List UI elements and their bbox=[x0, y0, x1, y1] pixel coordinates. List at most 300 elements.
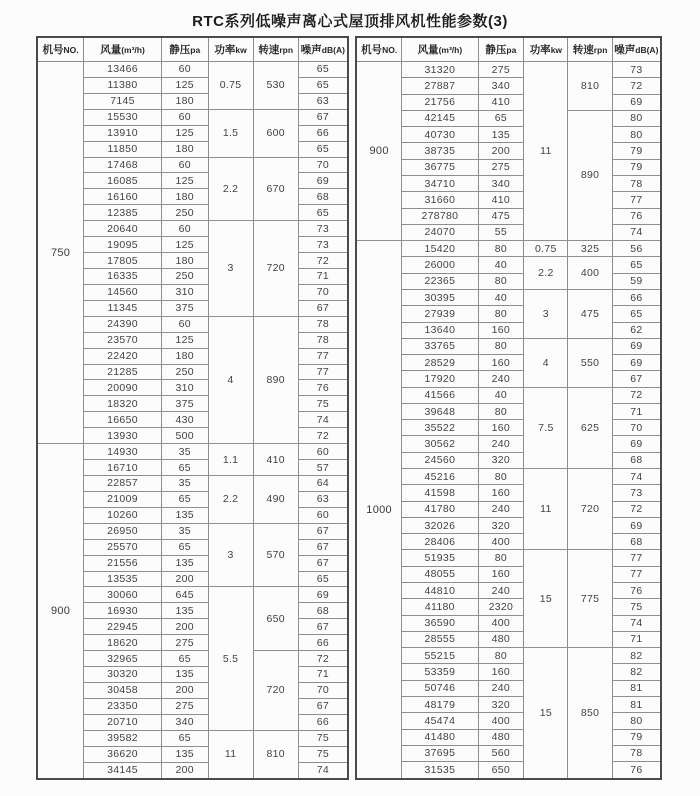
flow-cell: 37695 bbox=[402, 745, 478, 761]
static-pressure-cell: 180 bbox=[161, 253, 208, 269]
table-row bbox=[37, 412, 348, 428]
table-row bbox=[37, 667, 348, 683]
table-row bbox=[37, 93, 348, 109]
table-row bbox=[356, 631, 661, 647]
flow-cell: 18620 bbox=[84, 635, 162, 651]
speed-cell: 890 bbox=[253, 316, 298, 443]
static-pressure-cell: 80 bbox=[478, 273, 524, 289]
noise-cell: 70 bbox=[298, 157, 348, 173]
flow-cell: 30562 bbox=[402, 436, 478, 452]
flow-cell: 36620 bbox=[84, 746, 162, 762]
static-pressure-cell: 80 bbox=[478, 550, 524, 566]
static-pressure-cell: 400 bbox=[478, 615, 524, 631]
static-pressure-cell: 400 bbox=[478, 713, 524, 729]
static-pressure-cell: 135 bbox=[161, 746, 208, 762]
static-pressure-cell: 60 bbox=[161, 221, 208, 237]
noise-cell: 75 bbox=[298, 730, 348, 746]
static-pressure-cell: 180 bbox=[161, 141, 208, 157]
power-cell: 3 bbox=[208, 523, 253, 587]
flow-cell: 31320 bbox=[402, 62, 478, 78]
speed-cell: 810 bbox=[253, 730, 298, 779]
table-row bbox=[37, 300, 348, 316]
table-row bbox=[356, 110, 661, 126]
noise-cell: 73 bbox=[298, 221, 348, 237]
table-row bbox=[37, 507, 348, 523]
noise-cell: 80 bbox=[612, 110, 661, 126]
flow-cell: 20090 bbox=[84, 380, 162, 396]
static-pressure-cell: 250 bbox=[161, 268, 208, 284]
noise-cell: 73 bbox=[612, 62, 661, 78]
noise-cell: 78 bbox=[298, 332, 348, 348]
static-pressure-cell: 2320 bbox=[478, 599, 524, 615]
static-pressure-cell: 80 bbox=[478, 403, 524, 419]
flow-cell: 16930 bbox=[84, 603, 162, 619]
noise-cell: 63 bbox=[298, 93, 348, 109]
table-row bbox=[356, 762, 661, 779]
flow-cell: 42145 bbox=[402, 110, 478, 126]
noise-cell: 70 bbox=[298, 284, 348, 300]
static-pressure-cell: 160 bbox=[478, 355, 524, 371]
noise-cell: 82 bbox=[612, 648, 661, 664]
static-pressure-cell: 35 bbox=[161, 444, 208, 460]
noise-cell: 75 bbox=[298, 396, 348, 412]
noise-cell: 69 bbox=[612, 94, 661, 110]
noise-cell: 66 bbox=[298, 125, 348, 141]
speed-cell: 890 bbox=[568, 110, 612, 240]
static-pressure-cell: 375 bbox=[161, 396, 208, 412]
static-pressure-cell: 60 bbox=[161, 109, 208, 125]
flow-cell: 28529 bbox=[402, 355, 478, 371]
flow-cell: 14930 bbox=[84, 444, 162, 460]
static-pressure-cell: 560 bbox=[478, 745, 524, 761]
flow-cell: 30060 bbox=[84, 587, 162, 603]
static-pressure-cell: 65 bbox=[161, 460, 208, 476]
header-row bbox=[37, 37, 348, 62]
flow-cell: 17468 bbox=[84, 157, 162, 173]
table-row bbox=[356, 143, 661, 159]
table-row bbox=[356, 127, 661, 143]
static-pressure-cell: 250 bbox=[161, 364, 208, 380]
speed-cell: 720 bbox=[253, 651, 298, 731]
table-row bbox=[37, 555, 348, 571]
table-row bbox=[356, 485, 661, 501]
noise-cell: 80 bbox=[612, 713, 661, 729]
static-pressure-cell: 80 bbox=[478, 338, 524, 354]
noise-cell: 72 bbox=[298, 253, 348, 269]
flow-cell: 38735 bbox=[402, 143, 478, 159]
flow-cell: 45474 bbox=[402, 713, 478, 729]
flow-cell: 34145 bbox=[84, 762, 162, 779]
noise-cell: 80 bbox=[612, 127, 661, 143]
table-row bbox=[37, 237, 348, 253]
static-pressure-cell: 340 bbox=[478, 78, 524, 94]
static-pressure-cell: 35 bbox=[161, 475, 208, 491]
flow-cell: 22420 bbox=[84, 348, 162, 364]
flow-cell: 51935 bbox=[402, 550, 478, 566]
power-cell: 2.2 bbox=[524, 257, 568, 290]
flow-cell: 32026 bbox=[402, 517, 478, 533]
flow-cell: 13535 bbox=[84, 571, 162, 587]
table-row bbox=[37, 460, 348, 476]
column-header: 噪声dB(A) bbox=[612, 37, 661, 62]
speed-cell: 625 bbox=[568, 387, 612, 468]
static-pressure-cell: 400 bbox=[478, 534, 524, 550]
static-pressure-cell: 320 bbox=[478, 452, 524, 468]
noise-cell: 79 bbox=[612, 729, 661, 745]
power-cell: 15 bbox=[524, 648, 568, 779]
flow-cell: 18320 bbox=[84, 396, 162, 412]
static-pressure-cell: 180 bbox=[161, 348, 208, 364]
flow-cell: 30395 bbox=[402, 289, 478, 305]
column-header: 机号NO. bbox=[37, 37, 84, 62]
model-cell: 1000 bbox=[356, 241, 402, 779]
flow-cell: 11380 bbox=[84, 77, 162, 93]
flow-cell: 13910 bbox=[84, 125, 162, 141]
table-row bbox=[37, 396, 348, 412]
noise-cell: 66 bbox=[298, 635, 348, 651]
speed-cell: 325 bbox=[568, 241, 612, 257]
table-row bbox=[356, 517, 661, 533]
flow-cell: 17805 bbox=[84, 253, 162, 269]
flow-cell: 36775 bbox=[402, 159, 478, 175]
table-row bbox=[37, 125, 348, 141]
flow-cell: 41780 bbox=[402, 501, 478, 517]
static-pressure-cell: 320 bbox=[478, 517, 524, 533]
table-row bbox=[37, 380, 348, 396]
static-pressure-cell: 180 bbox=[161, 93, 208, 109]
flow-cell: 22365 bbox=[402, 273, 478, 289]
table-row bbox=[356, 566, 661, 582]
noise-cell: 72 bbox=[612, 78, 661, 94]
table-row bbox=[37, 77, 348, 93]
table-row bbox=[356, 322, 661, 338]
flow-cell: 19095 bbox=[84, 237, 162, 253]
noise-cell: 76 bbox=[612, 583, 661, 599]
static-pressure-cell: 65 bbox=[161, 491, 208, 507]
column-header: 静压pa bbox=[161, 37, 208, 62]
static-pressure-cell: 80 bbox=[478, 469, 524, 485]
static-pressure-cell: 35 bbox=[161, 523, 208, 539]
table-row bbox=[356, 713, 661, 729]
static-pressure-cell: 275 bbox=[161, 698, 208, 714]
noise-cell: 77 bbox=[612, 192, 661, 208]
noise-cell: 69 bbox=[298, 587, 348, 603]
power-cell: 4 bbox=[208, 316, 253, 443]
flow-cell: 27887 bbox=[402, 78, 478, 94]
noise-cell: 68 bbox=[612, 534, 661, 550]
table-row bbox=[37, 475, 348, 491]
static-pressure-cell: 200 bbox=[161, 682, 208, 698]
table-row bbox=[356, 62, 661, 78]
table-row bbox=[37, 428, 348, 444]
table-row bbox=[37, 714, 348, 730]
flow-cell: 34710 bbox=[402, 175, 478, 191]
column-header: 噪声dB(A) bbox=[298, 37, 348, 62]
noise-cell: 71 bbox=[298, 667, 348, 683]
noise-cell: 78 bbox=[612, 745, 661, 761]
static-pressure-cell: 160 bbox=[478, 664, 524, 680]
noise-cell: 68 bbox=[298, 189, 348, 205]
static-pressure-cell: 125 bbox=[161, 173, 208, 189]
table-row bbox=[356, 599, 661, 615]
noise-cell: 66 bbox=[612, 289, 661, 305]
static-pressure-cell: 240 bbox=[478, 583, 524, 599]
table-row bbox=[356, 371, 661, 387]
noise-cell: 71 bbox=[298, 268, 348, 284]
flow-cell: 13466 bbox=[84, 62, 162, 78]
noise-cell: 76 bbox=[612, 208, 661, 224]
speed-cell: 600 bbox=[253, 109, 298, 157]
flow-cell: 21009 bbox=[84, 491, 162, 507]
speed-cell: 720 bbox=[568, 469, 612, 550]
table-row bbox=[356, 159, 661, 175]
static-pressure-cell: 500 bbox=[161, 428, 208, 444]
static-pressure-cell: 40 bbox=[478, 289, 524, 305]
table-row bbox=[356, 273, 661, 289]
noise-cell: 72 bbox=[298, 428, 348, 444]
flow-cell: 44810 bbox=[402, 583, 478, 599]
column-header: 风量(m³/h) bbox=[402, 37, 478, 62]
static-pressure-cell: 410 bbox=[478, 192, 524, 208]
table-row bbox=[37, 682, 348, 698]
table-row bbox=[37, 539, 348, 555]
speed-cell: 670 bbox=[253, 157, 298, 221]
table-row bbox=[37, 316, 348, 332]
flow-cell: 28406 bbox=[402, 534, 478, 550]
table-row bbox=[356, 403, 661, 419]
static-pressure-cell: 125 bbox=[161, 77, 208, 93]
table-row bbox=[356, 257, 661, 273]
power-cell: 1.1 bbox=[208, 444, 253, 476]
noise-cell: 71 bbox=[612, 403, 661, 419]
static-pressure-cell: 250 bbox=[161, 205, 208, 221]
noise-cell: 56 bbox=[612, 241, 661, 257]
flow-cell: 12385 bbox=[84, 205, 162, 221]
flow-cell: 35522 bbox=[402, 420, 478, 436]
flow-cell: 26000 bbox=[402, 257, 478, 273]
flow-cell: 15530 bbox=[84, 109, 162, 125]
static-pressure-cell: 125 bbox=[161, 332, 208, 348]
noise-cell: 72 bbox=[612, 501, 661, 517]
noise-cell: 75 bbox=[298, 746, 348, 762]
flow-cell: 36590 bbox=[402, 615, 478, 631]
table-row bbox=[356, 648, 661, 664]
power-cell: 3 bbox=[208, 221, 253, 317]
table-row bbox=[356, 289, 661, 305]
static-pressure-cell: 650 bbox=[478, 762, 524, 779]
power-cell: 7.5 bbox=[524, 387, 568, 468]
speed-cell: 810 bbox=[568, 62, 612, 111]
static-pressure-cell: 60 bbox=[161, 62, 208, 78]
static-pressure-cell: 160 bbox=[478, 566, 524, 582]
column-header: 功率kw bbox=[208, 37, 253, 62]
flow-cell: 41480 bbox=[402, 729, 478, 745]
noise-cell: 65 bbox=[298, 77, 348, 93]
static-pressure-cell: 60 bbox=[161, 316, 208, 332]
static-pressure-cell: 410 bbox=[478, 94, 524, 110]
table-row bbox=[356, 469, 661, 485]
tables-container bbox=[36, 36, 662, 780]
noise-cell: 63 bbox=[298, 491, 348, 507]
noise-cell: 65 bbox=[612, 257, 661, 273]
flow-cell: 41566 bbox=[402, 387, 478, 403]
table-row bbox=[356, 696, 661, 712]
flow-cell: 23570 bbox=[84, 332, 162, 348]
flow-cell: 41598 bbox=[402, 485, 478, 501]
static-pressure-cell: 310 bbox=[161, 284, 208, 300]
flow-cell: 22945 bbox=[84, 619, 162, 635]
table-row bbox=[356, 175, 661, 191]
static-pressure-cell: 65 bbox=[161, 730, 208, 746]
flow-cell: 15420 bbox=[402, 241, 478, 257]
noise-cell: 69 bbox=[298, 173, 348, 189]
static-pressure-cell: 375 bbox=[161, 300, 208, 316]
table-row bbox=[37, 205, 348, 221]
column-header: 功率kw bbox=[524, 37, 568, 62]
flow-cell: 45216 bbox=[402, 469, 478, 485]
speed-cell: 850 bbox=[568, 648, 612, 779]
table-row bbox=[37, 698, 348, 714]
table-row bbox=[356, 534, 661, 550]
static-pressure-cell: 40 bbox=[478, 257, 524, 273]
noise-cell: 64 bbox=[298, 475, 348, 491]
noise-cell: 79 bbox=[612, 159, 661, 175]
speed-cell: 490 bbox=[253, 475, 298, 523]
flow-cell: 16160 bbox=[84, 189, 162, 205]
flow-cell: 21556 bbox=[84, 555, 162, 571]
table-row bbox=[356, 680, 661, 696]
static-pressure-cell: 480 bbox=[478, 729, 524, 745]
table-row bbox=[37, 268, 348, 284]
noise-cell: 65 bbox=[298, 571, 348, 587]
static-pressure-cell: 125 bbox=[161, 125, 208, 141]
flow-cell: 13930 bbox=[84, 428, 162, 444]
noise-cell: 65 bbox=[298, 62, 348, 78]
flow-cell: 11345 bbox=[84, 300, 162, 316]
static-pressure-cell: 40 bbox=[478, 387, 524, 403]
noise-cell: 60 bbox=[298, 507, 348, 523]
noise-cell: 72 bbox=[612, 387, 661, 403]
table-row bbox=[37, 730, 348, 746]
table-row bbox=[37, 284, 348, 300]
noise-cell: 65 bbox=[298, 141, 348, 157]
table-row bbox=[37, 444, 348, 460]
table-row bbox=[37, 491, 348, 507]
noise-cell: 67 bbox=[298, 539, 348, 555]
table-row bbox=[356, 208, 661, 224]
noise-cell: 60 bbox=[298, 444, 348, 460]
flow-cell: 48179 bbox=[402, 696, 478, 712]
column-header: 静压pa bbox=[478, 37, 524, 62]
power-cell: 0.75 bbox=[208, 62, 253, 110]
table-row bbox=[37, 635, 348, 651]
noise-cell: 67 bbox=[612, 371, 661, 387]
speed-cell: 400 bbox=[568, 257, 612, 290]
static-pressure-cell: 180 bbox=[161, 189, 208, 205]
noise-cell: 81 bbox=[612, 680, 661, 696]
noise-cell: 59 bbox=[612, 273, 661, 289]
static-pressure-cell: 240 bbox=[478, 680, 524, 696]
performance-table-right bbox=[355, 36, 662, 780]
power-cell: 4 bbox=[524, 338, 568, 387]
noise-cell: 67 bbox=[298, 523, 348, 539]
noise-cell: 77 bbox=[612, 566, 661, 582]
table-row bbox=[37, 762, 348, 779]
table-row bbox=[356, 501, 661, 517]
power-cell: 2.2 bbox=[208, 475, 253, 523]
static-pressure-cell: 480 bbox=[478, 631, 524, 647]
flow-cell: 50746 bbox=[402, 680, 478, 696]
noise-cell: 62 bbox=[612, 322, 661, 338]
table-row bbox=[37, 109, 348, 125]
noise-cell: 81 bbox=[612, 696, 661, 712]
flow-cell: 30458 bbox=[84, 682, 162, 698]
table-row bbox=[37, 332, 348, 348]
column-header: 转速rpn bbox=[568, 37, 612, 62]
flow-cell: 39648 bbox=[402, 403, 478, 419]
speed-cell: 410 bbox=[253, 444, 298, 476]
flow-cell: 28555 bbox=[402, 631, 478, 647]
noise-cell: 74 bbox=[612, 615, 661, 631]
flow-cell: 16085 bbox=[84, 173, 162, 189]
static-pressure-cell: 80 bbox=[478, 648, 524, 664]
noise-cell: 71 bbox=[612, 631, 661, 647]
table-row bbox=[356, 745, 661, 761]
speed-cell: 720 bbox=[253, 221, 298, 317]
noise-cell: 67 bbox=[298, 300, 348, 316]
static-pressure-cell: 340 bbox=[161, 714, 208, 730]
power-cell: 3 bbox=[524, 289, 568, 338]
noise-cell: 69 bbox=[612, 436, 661, 452]
flow-cell: 41180 bbox=[402, 599, 478, 615]
noise-cell: 70 bbox=[612, 420, 661, 436]
table-row bbox=[37, 619, 348, 635]
power-cell: 2.2 bbox=[208, 157, 253, 221]
power-cell: 15 bbox=[524, 550, 568, 648]
speed-cell: 775 bbox=[568, 550, 612, 648]
static-pressure-cell: 135 bbox=[161, 555, 208, 571]
flow-cell: 20710 bbox=[84, 714, 162, 730]
static-pressure-cell: 240 bbox=[478, 371, 524, 387]
noise-cell: 78 bbox=[612, 175, 661, 191]
flow-cell: 20640 bbox=[84, 221, 162, 237]
noise-cell: 82 bbox=[612, 664, 661, 680]
model-cell: 750 bbox=[37, 62, 84, 444]
table-row bbox=[37, 651, 348, 667]
noise-cell: 72 bbox=[298, 651, 348, 667]
table-row bbox=[356, 338, 661, 354]
table-row bbox=[356, 78, 661, 94]
table-row bbox=[356, 729, 661, 745]
table-row bbox=[37, 571, 348, 587]
header-row bbox=[356, 37, 661, 62]
noise-cell: 66 bbox=[298, 714, 348, 730]
noise-cell: 68 bbox=[298, 603, 348, 619]
static-pressure-cell: 125 bbox=[161, 237, 208, 253]
static-pressure-cell: 275 bbox=[478, 159, 524, 175]
flow-cell: 16710 bbox=[84, 460, 162, 476]
flow-cell: 23350 bbox=[84, 698, 162, 714]
flow-cell: 33765 bbox=[402, 338, 478, 354]
flow-cell: 22857 bbox=[84, 475, 162, 491]
flow-cell: 26950 bbox=[84, 523, 162, 539]
flow-cell: 30320 bbox=[84, 667, 162, 683]
noise-cell: 65 bbox=[612, 306, 661, 322]
static-pressure-cell: 200 bbox=[161, 762, 208, 779]
power-cell: 1.5 bbox=[208, 109, 253, 157]
table-row bbox=[37, 157, 348, 173]
table-row bbox=[356, 355, 661, 371]
